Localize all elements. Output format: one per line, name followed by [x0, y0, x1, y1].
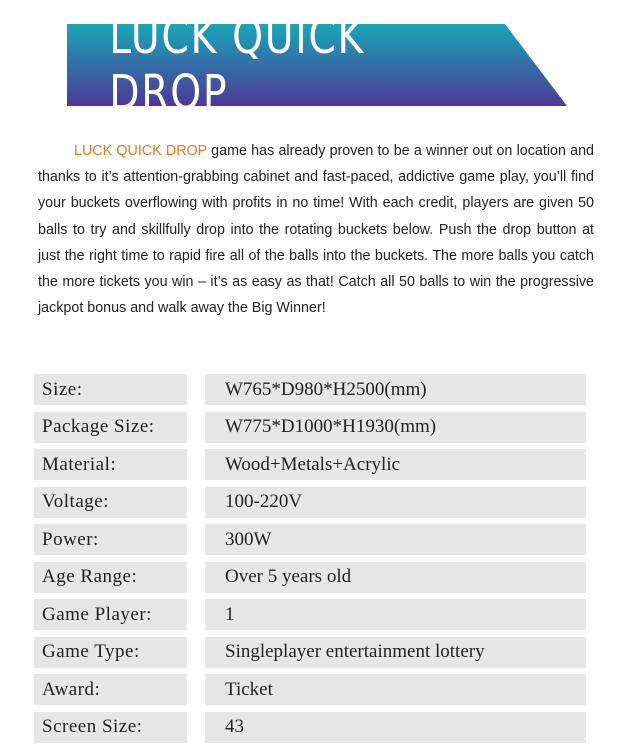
spec-label: Award: — [34, 674, 187, 705]
spec-value: 1 — [205, 599, 586, 630]
spec-label: Screen Size: — [34, 712, 187, 743]
product-description — [38, 138, 594, 321]
banner-title: LUCK QUICK DROP — [109, 9, 365, 121]
spec-label: Power: — [34, 524, 187, 555]
spec-row-game-player — [34, 599, 586, 630]
title-banner — [67, 9, 567, 121]
spec-label: Age Range: — [34, 562, 187, 593]
description-text: game has already proven to be a winner out on location and thanks to it’s attention-grabbing cabinet and fast-paced, addictive game play, you’ll find your buckets overflowing with profits in no time! With each credit, players are given 50 balls to try and skillfully drop into the rotating buckets below. Push the drop button at just the right time to rapid fire all of the balls into the buckets. The more balls you catch the more tickets you win – it’s as easy as that! Catch all 50 balls to win the progressive jackpot bonus and walk away the Big Winner! — [38, 143, 594, 317]
spec-value: Ticket — [205, 674, 586, 705]
spec-value: Singleplayer entertainment lottery — [205, 637, 586, 668]
spec-row-award — [34, 674, 586, 705]
spec-value: W775*D1000*H1930(mm) — [205, 412, 586, 443]
spec-row-material — [34, 449, 586, 480]
brand-name: LUCK QUICK DROP — [74, 143, 207, 159]
spec-value: W765*D980*H2500(mm) — [205, 374, 586, 405]
spec-label: Size: — [34, 374, 187, 405]
spec-label: Material: — [34, 449, 187, 480]
spec-row-screen-size — [34, 712, 586, 743]
spec-row-age-range — [34, 562, 586, 593]
spec-row-voltage — [34, 487, 586, 518]
spec-label: Package Size: — [34, 412, 187, 443]
spec-label: Game Player: — [34, 599, 187, 630]
spec-value: 43 — [205, 712, 586, 743]
spec-value: Wood+Metals+Acrylic — [205, 449, 586, 480]
spec-row-game-type — [34, 637, 586, 668]
spec-value: 300W — [205, 524, 586, 555]
spec-label: Voltage: — [34, 487, 187, 518]
spec-value: 100-220V — [205, 487, 586, 518]
specs-table — [34, 374, 586, 749]
spec-label: Game Type: — [34, 637, 187, 668]
spec-row-size — [34, 374, 586, 405]
spec-value: Over 5 years old — [205, 562, 586, 593]
spec-row-power — [34, 524, 586, 555]
spec-row-package-size — [34, 412, 586, 443]
